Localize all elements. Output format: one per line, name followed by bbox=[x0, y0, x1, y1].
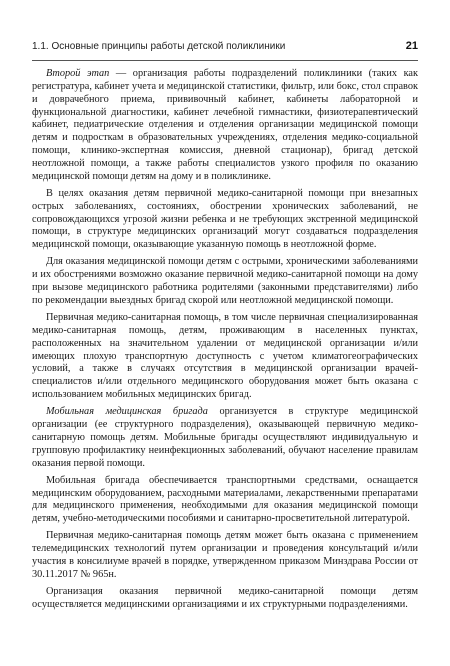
paragraph-text: Для оказания медицинской помощи детям с острыми, хроническими заболеваниями и их обострениями возможно оказание первичной медико-санитарной помощи на дому при вызове медицинского работника родителями (законными представителями) либо по рекомендации выездных бригад скорой или неотложной медицинской помощи. bbox=[32, 256, 418, 306]
paragraph-text: Первичная медико-санитарная помощь детям может быть оказана с применением телемедицинских технологий путем организации и проведения консультаций и/или участия в консилиуме врачей в порядке, утвержденном приказом Минздрава России от 30.11.2017 № 965н. bbox=[32, 530, 418, 580]
paragraph bbox=[32, 312, 418, 402]
page-number: 21 bbox=[405, 40, 418, 52]
paragraph bbox=[32, 586, 418, 612]
italic-term: Второй этап bbox=[46, 68, 110, 79]
paragraph-text: В целях оказания детям первичной медико-санитарной помощи при внезапных острых заболеваниях, состояниях, обострении хронических заболеваний, не сопровождающихся угрозой жизни ребенка и не требующих экстренной медицинской помощи, в структуре медицинских организаций могут создаваться подразделения медицинской помощи, оказывающие указанную помощь в неотложной форме. bbox=[32, 187, 418, 251]
header-divider bbox=[32, 60, 418, 61]
paragraph bbox=[32, 475, 418, 526]
paragraph bbox=[32, 530, 418, 581]
paragraph-text: организуется в структуре медицинской организации (ее структурного подразделения), оказывающей первичную медико-санитарную помощь детям. Мобильные бригады осуществляют индивидуальную и групповую профилактику неинфекционных заболеваний, обучают население правилам оказания первой помощи. bbox=[32, 406, 418, 469]
paragraph bbox=[32, 188, 418, 252]
paragraph-text: Мобильная бригада обеспечивается транспортными средствами, оснащается медицинским оборудованием, расходными материалами, лекарственными препаратами для медицинского применения, необходимыми для оказания медицинской помощи детям, учебно-методическими пособиями и санитарно-просветительной литературой. bbox=[32, 474, 418, 525]
paragraph-text: Организация оказания первичной медико-санитарной помощи детям осуществляется медицинскими организациями и их структурными подразделениями. bbox=[32, 586, 418, 610]
paragraph-text: — организация работы подразделений поликлиники (таких как регистратура, кабинет учета и медицинской статистики, фильтр, или бокс, стол справок и доврачебного приема, прививочный кабинет, кабинеты лабораторной и функциональной диагностики, кабинет лечебной гимнастики, физиотерапевтический кабинет, педиатрические отделения и отделения организации медицинской помощи детям и подросткам в образовательных учреждениях, отделения медико-социальной помощи, клинико-экспертная комиссия, дневной стационар), бригад детской неотложной помощи, а также работы специалистов узкого профиля по оказанию медицинской помощи детям на дому и в поликлинике. bbox=[32, 68, 418, 182]
body-text bbox=[32, 68, 418, 612]
paragraph bbox=[32, 256, 418, 307]
section-title: 1.1. Основные принципы работы детской поликлиники bbox=[32, 41, 286, 52]
paragraph bbox=[32, 68, 418, 184]
italic-term: Мобильная медицинская бригада bbox=[46, 406, 208, 418]
running-header bbox=[32, 40, 418, 56]
paragraph-text: Первичная медико-санитарная помощь, в том числе первичная специализированная медико-санитарная помощь, детям, проживающим в населенных пунктах, расположенных на значительном удалении от медицинской организации и/или имеющих плохую транспортную доступность с учетом климатогеографических условий, а также в случаях отсутствия в медицинской организации врачей-специалистов и/или отдельного медицинского оборудования может быть оказана с использованием мобильных медицинских бригад. bbox=[32, 312, 418, 401]
paragraph bbox=[32, 406, 418, 470]
